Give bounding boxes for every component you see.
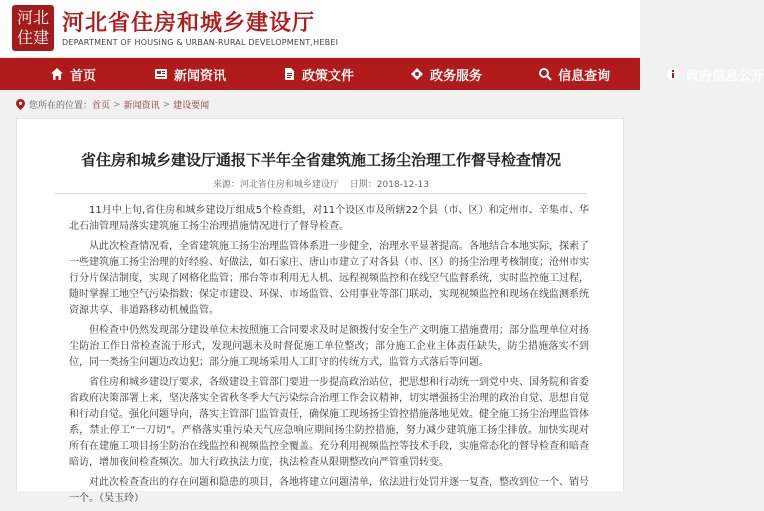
paragraph: 对此次检查查出的存在问题和隐患的项目，各地将建立问题清单，依法进行处罚并逐一复查，整改到位一个、销号一个。（吴玉玲） — [69, 477, 589, 504]
site-header — [0, 0, 640, 58]
service-icon — [410, 67, 424, 81]
breadcrumb-prefix: 您所在的位置： — [29, 101, 93, 111]
paragraph: 省住房和城乡建设厅要求，各级建设主管部门要进一步提高政治站位，把思想和行动统一到党中央、国务院和省委省政府决策部署上来，坚决落实全省秋冬季大气污染综合治理工作会议精神，切实增强扬尘治理的政治自觉、思想自觉和行动自觉。强化问题导向，落实主管部门监管责任，确保施工现场扬尘管控措施落地见效。健全施工扬尘治理监管体系，禁止停工“一刀切”。严格落实重污染天气应急响应期间扬尘防控措施，努力减少建筑施工扬尘排放。加快实现对所有在建施工项目扬尘防治在线监控和视频监控全覆盖。充分利用视频监控等技术手段，实施常态化的督导检查和暗查暗访，增加夜间检查频次。加大行政执法力度，执法检查从限期整改向严管重罚转变。 — [69, 377, 589, 468]
nav-label: 政务服务 — [430, 68, 483, 84]
nav-label: 政府信息公开 — [686, 68, 764, 84]
nav-label: 信息查询 — [558, 68, 611, 84]
location-pin-icon — [16, 99, 25, 110]
breadcrumb-news[interactable]: 新闻资讯 — [123, 101, 160, 111]
newspaper-icon — [154, 67, 168, 81]
article-body — [69, 203, 589, 511]
nav-item-query[interactable] — [538, 58, 610, 90]
nav-label: 新闻资讯 — [174, 68, 227, 84]
breadcrumb-home[interactable]: 首页 — [92, 101, 111, 111]
main-nav — [0, 58, 764, 90]
emblem-logo[interactable]: 河北 住建 — [12, 5, 54, 51]
nav-label: 政策文件 — [302, 68, 355, 84]
breadcrumb-separator: > — [162, 99, 171, 110]
nav-label: 首页 — [70, 68, 97, 84]
paragraph: 11月中上旬,省住房和城乡建设厅组成5个检查组，对11个设区市及所辖22个县（市、区）和定州市、辛集市、华北石油管理局落实建筑施工扬尘治理措施情况进行了督导检查。 — [69, 205, 589, 232]
info-icon — [666, 67, 680, 81]
nav-item-news[interactable] — [154, 58, 226, 90]
nav-item-home[interactable] — [50, 58, 96, 90]
breadcrumb-separator: > — [113, 99, 121, 110]
article-title: 省住房和城乡建设厅通报下半年全省建筑施工扬尘治理工作督导检查情况 — [80, 151, 561, 169]
search-icon — [538, 67, 552, 81]
site-subtitle: DEPARTMENT OF HOUSING & URBAN-RURAL DEVELOPMENT,HEBEI — [62, 38, 339, 47]
article-source: 来源：河北省住房和城乡建设厅 — [212, 180, 339, 190]
nav-item-services[interactable] — [410, 58, 482, 90]
nav-item-open-info[interactable] — [666, 58, 764, 90]
paragraph: 但检查中仍然发现部分建设单位未按照施工合同要求及时足额拨付安全生产文明施工措施费用；部分监理单位对扬尘防治工作日常检查流于形式，发现问题未及时督促施工单位整改；部分施工企业主体责任缺失，防尘措施落实不到位，同一类扬尘问题边改边犯；部分施工现场采用人工盯守的传统方式，监管方式落后等问题。 — [69, 325, 589, 368]
site-title[interactable]: 河北省住房和城乡建设厅 — [62, 11, 316, 36]
paragraph: 从此次检查情况看，全省建筑施工扬尘治理监管体系进一步健全，治理水平显著提高。各地结合本地实际，探索了一些建筑施工扬尘治理的好经验、好做法，如石家庄、唐山市建立了对各县（市、区）的扬尘治理考核制度；沧州市实行分片保洁制度，实现了网格化监管；邢台等市利用无人机、远程视频监控和在线空气监督系统，实时监控施工过程，随时掌握工地空气污染指数；保定市建设、环保、市场监管、公用事业等部门联动，实现视频监控和现场在线监测系统资源共享、非道路移动机械监管。 — [69, 241, 589, 316]
document-icon — [282, 67, 296, 81]
article-date: 日期：2018-12-13 — [349, 180, 430, 190]
title-divider — [55, 193, 587, 194]
nav-item-policy[interactable] — [282, 58, 354, 90]
home-icon — [50, 67, 64, 81]
article-meta — [17, 177, 625, 190]
breadcrumb — [16, 98, 209, 111]
breadcrumb-construction-news[interactable]: 建设要闻 — [173, 101, 210, 111]
article-panel — [16, 118, 624, 504]
